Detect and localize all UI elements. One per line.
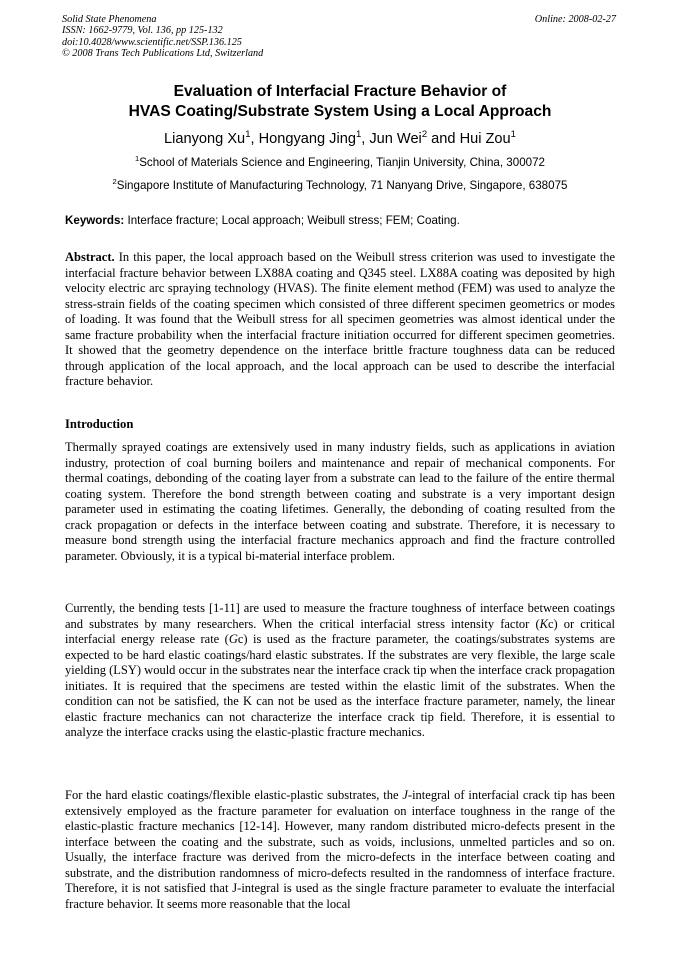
intro-paragraph-3: [65, 788, 615, 912]
symbol-k: K: [539, 616, 548, 631]
author-name: Jun Wei: [369, 131, 422, 147]
abstract-text: In this paper, the local approach based on the Weibull stress criterion was used to investigate the interfacial fracture behavior between LX88A coating and Q345 steel. LX88A coating was deposited by high velocity electric arc spraying technology (HVAS). The finite element method (FEM) was used to analyze the stress-strain fields of the coating specimen which consisted of three different specimen geometrics or modes of loading. It was found that the Weibull stress for all specimen geometries was almost identical under the same fracture probability when the interfacial fracture initiation occurred for different specimen geometries. It showed that the geometry dependence on the interface brittle fracture toughness data can be reduced through application of the local approach, and the local approach can be used to describe the interfacial fracture behavior.: [65, 250, 615, 389]
paragraph-text: Currently, the bending tests [1-11] are used to measure the fracture toughness of interface between coatings and substrates by many researchers. When the critical interfacial stress intensity factor (: [65, 601, 615, 631]
title-line-2: HVAS Coating/Substrate System Using a Local Approach: [128, 103, 552, 120]
author-name: Hongyang Jing: [258, 131, 356, 147]
journal-doi: doi:10.4028/www.scientific.net/SSP.136.125: [62, 36, 242, 48]
author-name: Lianyong Xu: [164, 131, 246, 147]
affiliation-mark: 2: [112, 177, 117, 187]
affiliation-mark: 1: [134, 154, 140, 164]
title-line-1: Evaluation of Interfacial Fracture Behavior of: [173, 83, 507, 100]
keywords: [65, 214, 618, 228]
paragraph-text: c) or critical interfacial energy release rate (: [65, 616, 615, 647]
abstract: [65, 250, 615, 390]
paper-title: [62, 82, 618, 122]
author-list: [62, 130, 618, 148]
journal-copyright: © 2008 Trans Tech Publications Ltd, Switzerland: [62, 48, 264, 60]
affiliation-text: Singapore Institute of Manufacturing Technology, 71 Nanyang Drive, Singapore, 638075: [116, 179, 568, 192]
abstract-label: Abstract.: [65, 250, 115, 264]
author-name: Hui Zou: [459, 131, 511, 147]
author-affiliation-mark: 1: [510, 129, 516, 141]
paragraph-text: For the hard elastic coatings/flexible elastic-plastic substrates, the: [65, 788, 403, 802]
author-affiliation-mark: 1: [245, 129, 251, 141]
paragraph-text: c) is used as the fracture parameter, the coatings/substrates systems are expected to be hard elastic coatings/hard elastic substrates. If the substrates are very flexible, the large scale yielding (LSY) would occur in the substrates near the interface crack tip when the interface crack propagation initiates. It is required that the specimens are tested within the elastic limit of the substrates. When the condition can not be satisfied, the K can not be used as the interface fracture parameter, namely, the linear elastic fracture mechanics can not characterize the interface crack tip field. Therefore, it is essential to analyze the interface cracks using the elastic-plastic fracture mechanics.: [65, 632, 615, 740]
author-separator: ,: [361, 131, 370, 147]
affiliation-text: School of Materials Science and Engineering, Tianjin University, China, 300072: [139, 156, 545, 169]
keywords-text: Interface fracture; Local approach; Weibull stress; FEM; Coating.: [127, 214, 460, 227]
journal-issn: ISSN: 1662-9779, Vol. 136, pp 125-132: [62, 25, 223, 37]
author-separator: ,: [250, 131, 259, 147]
author-separator: and: [427, 131, 460, 147]
intro-paragraph-2: [65, 601, 615, 741]
section-heading-introduction: Introduction: [65, 417, 134, 431]
online-date: Online: 2008-02-27: [534, 14, 616, 25]
paragraph-text: -integral of interfacial crack tip has been extensively employed as the fracture parameter for evaluation on interface toughness in the range of the elastic-plastic fracture mechanics [12-14]. However, many random distributed micro-defects present in the interface between the coating and the substrate, such as voids, inclusions, unmelted particles and so on. Usually, the interface fracture was derived from the micro-defects in the interface between coating and substrate, and the distribution randomness of micro-defects resulted in the randomness of interface fracture. Therefore, it is not satisfied that J-integral is used as the single fracture parameter to evaluate the interfacial fracture behavior. It seems more reasonable that the local: [65, 788, 615, 911]
symbol-g: G: [228, 632, 238, 647]
affiliation-1: [62, 156, 618, 170]
journal-name: Solid State Phenomena: [62, 14, 157, 25]
journal-header: [62, 14, 618, 60]
author-affiliation-mark: 2: [421, 129, 428, 141]
symbol-j: J: [402, 788, 408, 802]
author-affiliation-mark: 1: [355, 129, 362, 141]
keywords-label: Keywords:: [65, 214, 125, 227]
affiliation-2: [62, 179, 618, 193]
intro-paragraph-1: Thermally sprayed coatings are extensively used in many industry fields, such as applications in aviation industry, protection of coal burning boilers and maintenance and repair of mechanical components. For thermal coatings, debonding of the coating layer from a substrate can lead to the failure of the entire thermal coating system. Therefore the bond strength between coating and substrate is a very important design parameter used in estimating the coating lifetimes. Generally, the debonding of coating resulted from the crack propagation or defects in the interface between coating and substrate. Therefore, it is necessary to measure bond strength using the interfacial fracture mechanics approach and find the fracture controlled parameter. Obviously, it is a typical bi-material interface problem.: [65, 440, 615, 563]
